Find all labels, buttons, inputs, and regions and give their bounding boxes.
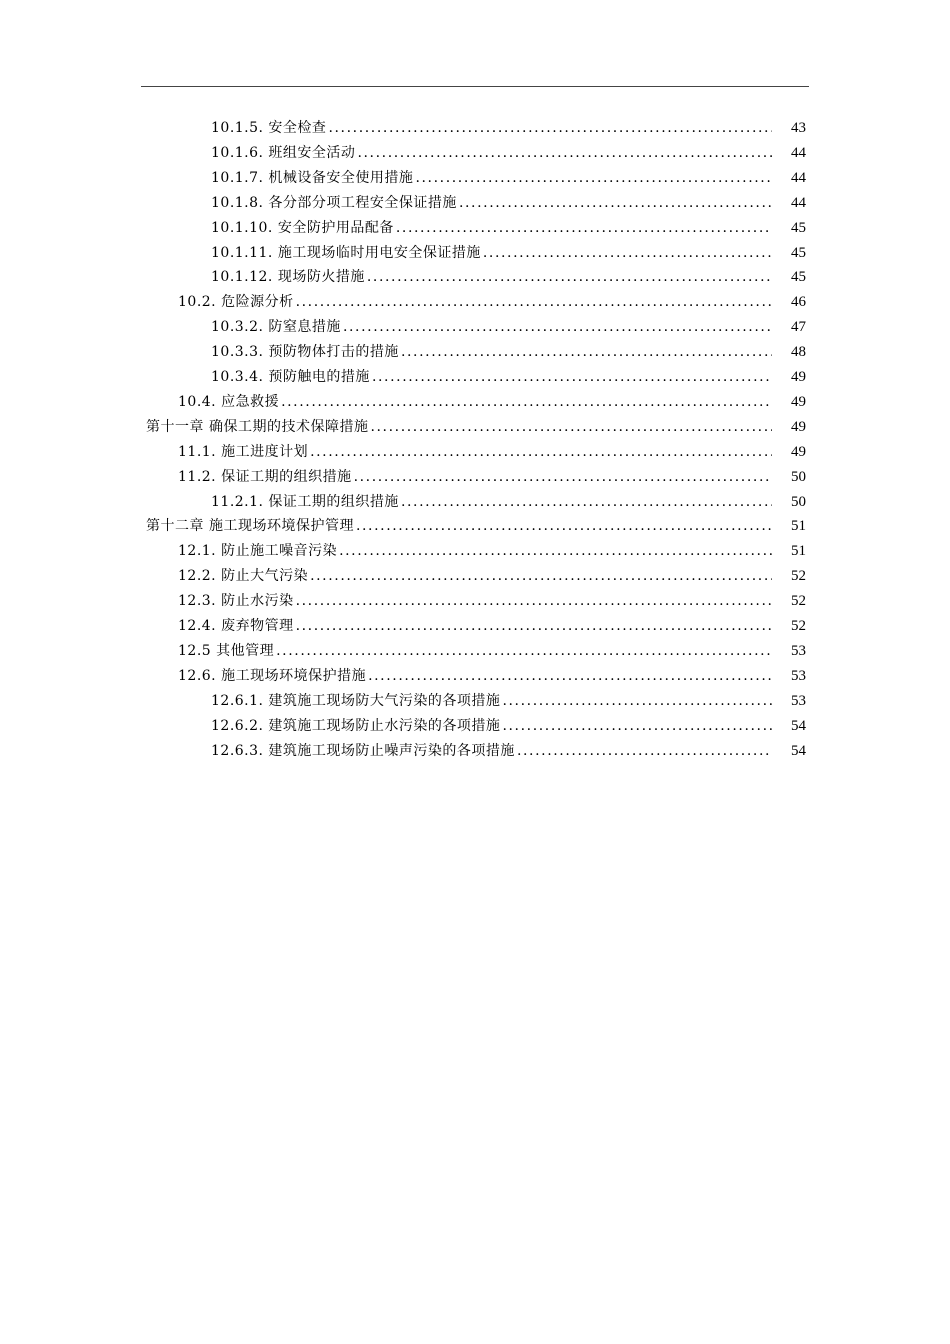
toc-leader-dots <box>296 589 772 613</box>
toc-entry-page-number: 53 <box>791 692 806 709</box>
toc-entry[interactable] <box>178 589 806 613</box>
toc-entry-title: 10.2. 危险源分析 <box>178 294 294 311</box>
toc-entry[interactable] <box>211 365 806 389</box>
toc-entry[interactable] <box>146 415 806 439</box>
toc-leader-dots <box>328 116 772 140</box>
toc-entry-title: 10.1.8. 各分部分项工程安全保证措施 <box>211 194 457 211</box>
toc-leader-dots <box>401 340 772 364</box>
toc-entry[interactable] <box>211 265 806 289</box>
toc-entry-page-number: 54 <box>791 717 806 734</box>
toc-entry-page-number: 53 <box>791 642 806 659</box>
toc-entry[interactable] <box>211 141 806 165</box>
toc-entry[interactable] <box>178 390 806 414</box>
toc-leader-dots <box>339 539 772 563</box>
toc-entry-title: 10.3.2. 防窒息措施 <box>211 319 341 336</box>
toc-entry-page-number: 51 <box>791 518 806 535</box>
toc-leader-dots <box>370 415 772 439</box>
toc-entry[interactable] <box>211 116 806 140</box>
toc-leader-dots <box>343 315 772 339</box>
toc-entry[interactable] <box>178 290 806 314</box>
toc-entry[interactable] <box>178 539 806 563</box>
toc-leader-dots <box>276 639 772 663</box>
toc-entry-title: 12.6.1. 建筑施工现场防大气污染的各项措施 <box>211 692 501 709</box>
toc-entry[interactable] <box>211 216 806 240</box>
toc-entry[interactable] <box>178 564 806 588</box>
toc-entry-page-number: 49 <box>791 443 806 460</box>
toc-entry-title: 12.6. 施工现场环境保护措施 <box>178 667 367 684</box>
toc-entry-title: 12.3. 防止水污染 <box>178 593 294 610</box>
toc-entry-title: 11.2. 保证工期的组织措施 <box>178 468 352 485</box>
toc-entry-page-number: 45 <box>791 269 806 286</box>
toc-leader-dots <box>517 739 772 763</box>
toc-leader-dots <box>310 440 772 464</box>
toc-entry[interactable] <box>146 514 806 538</box>
toc-entry[interactable] <box>211 490 806 514</box>
toc-entry-title: 10.1.5. 安全检查 <box>211 120 327 136</box>
toc-leader-dots <box>502 714 772 738</box>
toc-entry-page-number: 46 <box>791 294 806 311</box>
toc-entry-title: 12.4. 废弃物管理 <box>178 618 294 634</box>
toc-entry-page-number: 44 <box>791 194 806 211</box>
toc-leader-dots <box>396 216 772 240</box>
toc-entry-title: 11.1. 施工进度计划 <box>178 443 309 460</box>
toc-leader-dots <box>356 514 772 538</box>
toc-leader-dots <box>296 614 772 638</box>
toc-entry[interactable] <box>211 739 806 763</box>
toc-entry-title: 10.1.10. 安全防护用品配备 <box>211 219 394 236</box>
toc-entry-page-number: 49 <box>791 369 806 385</box>
toc-entry-title: 10.1.7. 机械设备安全使用措施 <box>211 169 414 186</box>
toc-entry-page-number: 45 <box>791 244 806 261</box>
toc-entry[interactable] <box>211 166 806 190</box>
toc-entry[interactable] <box>211 191 806 215</box>
toc-entry-title: 10.1.6. 班组安全活动 <box>211 144 356 161</box>
toc-entry-title: 第十二章 施工现场环境保护管理 <box>146 518 354 535</box>
toc-entry-title: 10.3.3. 预防物体打击的措施 <box>211 344 399 361</box>
toc-entry-page-number: 49 <box>791 393 806 410</box>
toc-entry-title: 11.2.1. 保证工期的组织措施 <box>211 493 399 510</box>
toc-entry-page-number: 44 <box>791 144 806 161</box>
toc-entry-title: 12.5 其他管理 <box>178 642 275 659</box>
toc-entry-title: 12.2. 防止大气污染 <box>178 568 309 585</box>
toc-entry[interactable] <box>211 340 806 364</box>
toc-leader-dots <box>483 241 772 265</box>
toc-leader-dots <box>372 365 772 389</box>
toc-entry[interactable] <box>211 689 806 713</box>
toc-entry-page-number: 54 <box>791 742 806 759</box>
toc-entry-page-number: 51 <box>791 543 806 560</box>
toc-leader-dots <box>415 166 772 190</box>
toc-leader-dots <box>310 564 772 588</box>
toc-entry-title: 12.6.3. 建筑施工现场防止噪声污染的各项措施 <box>211 742 515 759</box>
toc-entry[interactable] <box>178 639 806 663</box>
toc-entry-title: 12.6.2. 建筑施工现场防止水污染的各项措施 <box>211 717 501 734</box>
toc-entry-page-number: 52 <box>791 568 806 585</box>
toc-entry[interactable] <box>178 614 806 638</box>
toc-leader-dots <box>281 390 772 414</box>
toc-entry[interactable] <box>178 664 806 688</box>
toc-entry-page-number: 50 <box>791 468 806 485</box>
toc-leader-dots <box>296 290 772 314</box>
toc-leader-dots <box>401 490 772 514</box>
toc-entry[interactable] <box>178 440 806 464</box>
toc-entry-title: 12.1. 防止施工噪音污染 <box>178 543 338 560</box>
toc-entry[interactable] <box>178 465 806 489</box>
toc-entry-title: 第十一章 确保工期的技术保障措施 <box>146 418 369 435</box>
toc-entry-title: 10.4. 应急救援 <box>178 393 280 410</box>
toc-entry-title: 10.1.12. 现场防火措施 <box>211 269 365 286</box>
toc-entry-page-number: 50 <box>791 493 806 510</box>
toc-entry-title: 10.1.11. 施工现场临时用电安全保证措施 <box>211 244 481 261</box>
toc-entry-page-number: 52 <box>791 618 806 634</box>
toc-entry[interactable] <box>211 241 806 265</box>
header-rule <box>141 86 809 87</box>
toc-leader-dots <box>357 141 772 165</box>
toc-entry-page-number: 43 <box>791 120 806 136</box>
toc-entry[interactable] <box>211 714 806 738</box>
toc-leader-dots <box>367 265 772 289</box>
toc-leader-dots <box>459 191 772 215</box>
toc-entry-page-number: 53 <box>791 667 806 684</box>
toc-leader-dots <box>354 465 772 489</box>
toc-entry[interactable] <box>211 315 806 339</box>
toc-entry-page-number: 48 <box>791 344 806 361</box>
toc-entry-page-number: 47 <box>791 319 806 336</box>
toc-leader-dots <box>502 689 772 713</box>
toc-entry-page-number: 45 <box>791 219 806 236</box>
toc-entry-page-number: 44 <box>791 169 806 186</box>
toc-entry-page-number: 49 <box>791 418 806 435</box>
toc-entry-title: 10.3.4. 预防触电的措施 <box>211 369 370 385</box>
toc-leader-dots <box>368 664 772 688</box>
toc-entry-page-number: 52 <box>791 593 806 610</box>
